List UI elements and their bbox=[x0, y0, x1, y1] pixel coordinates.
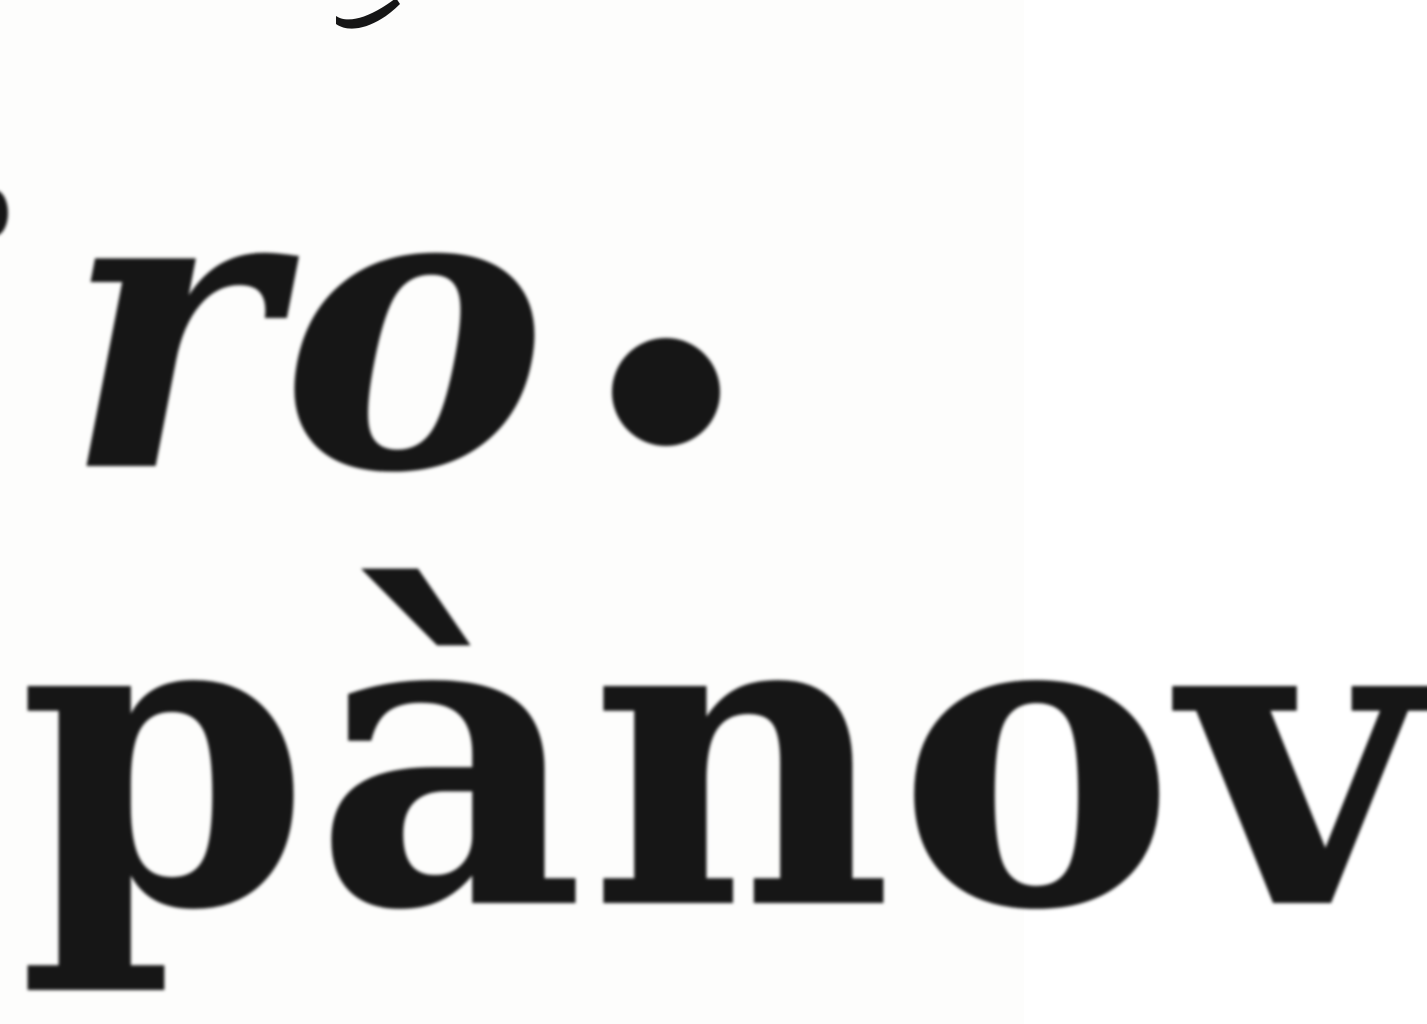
cropped-letter-fragment bbox=[0, 190, 8, 236]
text-line-ro: ro bbox=[64, 91, 554, 561]
period-mark bbox=[612, 338, 720, 446]
accent-mark-fragment bbox=[330, 0, 400, 34]
text-line-panov: pànov bbox=[18, 511, 1427, 1002]
